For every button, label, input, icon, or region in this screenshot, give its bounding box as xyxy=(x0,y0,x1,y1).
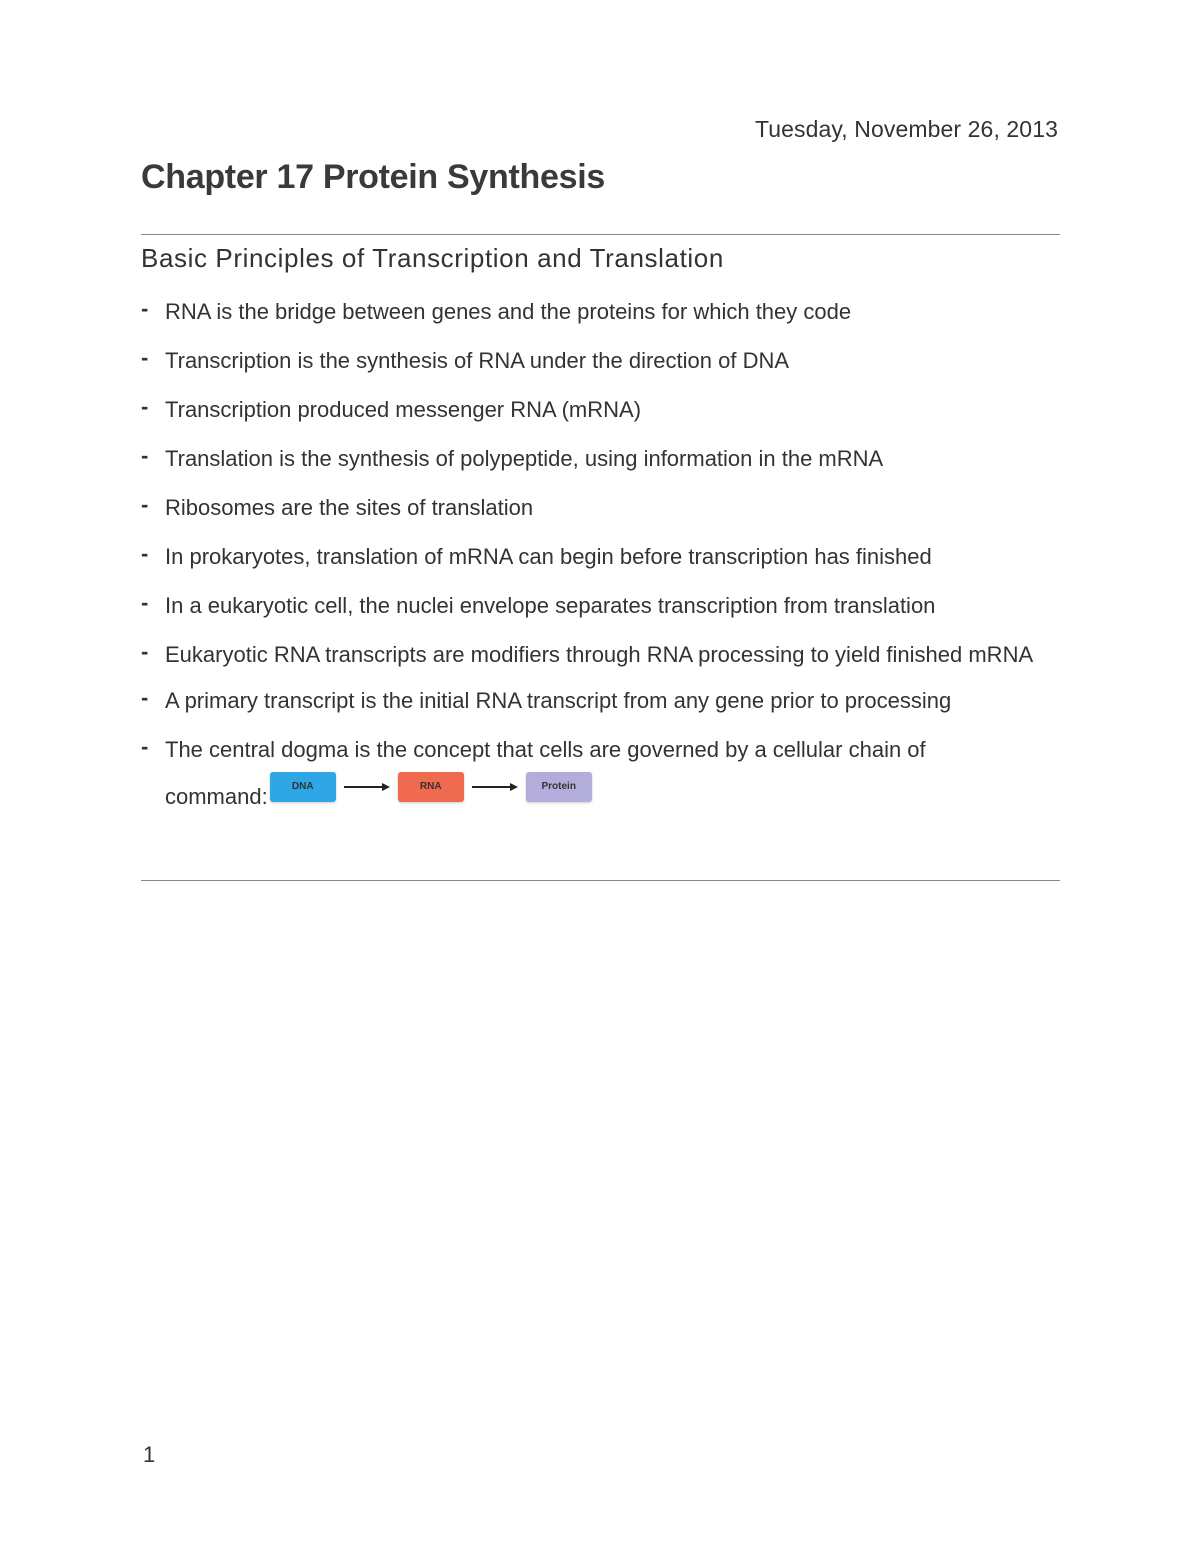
bullet-dash: - xyxy=(141,541,149,566)
arrow-right-icon xyxy=(336,772,398,802)
bullet-text-command: command: xyxy=(165,784,268,809)
list-item xyxy=(141,639,1041,670)
bullet-text: In prokaryotes, translation of mRNA can begin before transcription has finished xyxy=(165,544,932,569)
bullet-dash: - xyxy=(141,639,149,664)
bullet-text: Translation is the synthesis of polypeptide, using information in the mRNA xyxy=(165,446,884,471)
bullet-text: Transcription produced messenger RNA (mRNA) xyxy=(165,397,642,422)
bullet-text: A primary transcript is the initial RNA transcript from any gene prior to processing xyxy=(165,688,952,713)
central-dogma-diagram xyxy=(165,771,592,809)
bullet-text: RNA is the bridge between genes and the proteins for which they code xyxy=(165,299,852,324)
bottom-divider xyxy=(141,880,1060,881)
bullet-dash: - xyxy=(141,296,149,321)
bullet-dash: - xyxy=(141,394,149,419)
top-divider xyxy=(141,234,1060,235)
bullet-list xyxy=(141,296,1041,820)
bullet-dash: - xyxy=(141,492,149,517)
arrow-right-icon xyxy=(464,772,526,802)
bullet-text: In a eukaryotic cell, the nuclei envelope separates transcription from translation xyxy=(165,593,936,618)
document-date: Tuesday, November 26, 2013 xyxy=(754,116,1058,142)
chapter-title: Chapter 17 Protein Synthesis xyxy=(141,158,605,196)
list-item xyxy=(141,345,1041,376)
bullet-dash: - xyxy=(141,590,149,615)
bullet-text: The central dogma is the concept that cells are governed by a cellular chain of xyxy=(165,737,926,762)
bullet-dash: - xyxy=(141,685,149,710)
bullet-text: Ribosomes are the sites of translation xyxy=(165,495,534,520)
bullet-dash: - xyxy=(141,734,149,759)
bullet-dash: - xyxy=(141,345,149,370)
list-item-central-dogma xyxy=(141,734,1041,809)
bullet-dash: - xyxy=(141,443,149,468)
list-item xyxy=(141,590,1041,621)
dna-box: DNA xyxy=(270,772,336,802)
bullet-text: Transcription is the synthesis of RNA under the direction of DNA xyxy=(165,348,790,373)
list-item xyxy=(141,394,1041,425)
bullet-text: Eukaryotic RNA transcripts are modifiers through RNA processing to yield finished mRNA xyxy=(165,642,1034,667)
list-item xyxy=(141,492,1041,523)
page-number: 1 xyxy=(143,1442,156,1467)
protein-box: Protein xyxy=(526,772,592,802)
list-item xyxy=(141,685,1041,716)
rna-box: RNA xyxy=(398,772,464,802)
section-heading: Basic Principles of Transcription and Translation xyxy=(141,243,724,273)
list-item xyxy=(141,541,1041,572)
list-item xyxy=(141,296,1041,327)
list-item xyxy=(141,443,1041,474)
